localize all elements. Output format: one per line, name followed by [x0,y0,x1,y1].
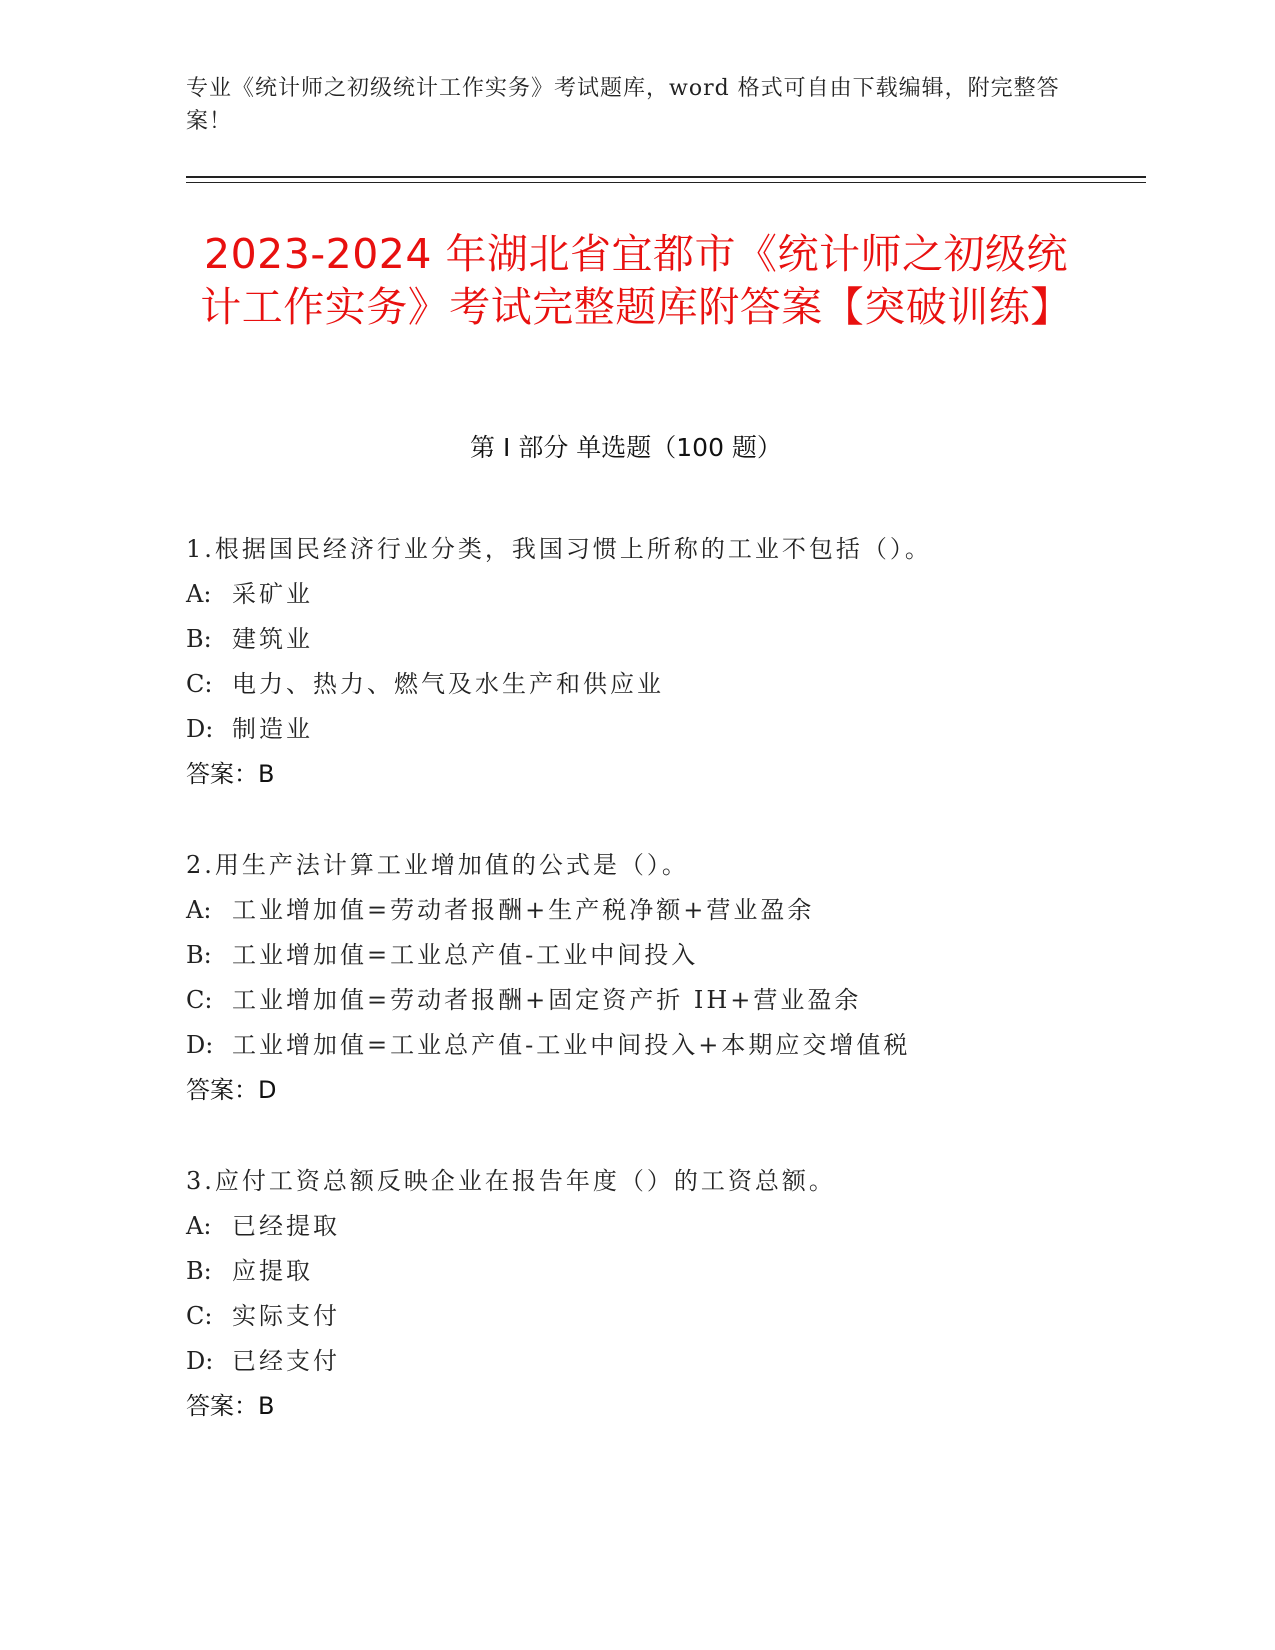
option-key: A: [186,896,212,924]
option-text: 工业增加值=工业总产值-工业中间投入 [232,941,699,969]
option-key: D: [186,1031,214,1059]
option-text: 建筑业 [232,625,313,653]
header-divider-thin [186,182,1146,183]
option-key: B: [186,625,212,653]
header-divider-thick [186,176,1146,178]
option-c [186,978,1146,1023]
option-text: 已经支付 [232,1347,340,1375]
header-note: 专业《统计师之初级统计工作实务》考试题库，word 格式可自由下载编辑，附完整答案！ [186,76,1060,134]
option-key: C: [186,986,213,1014]
question-3 [186,1159,1146,1429]
question-2 [186,843,1146,1113]
option-d [186,1023,1146,1068]
option-text: 制造业 [232,715,313,743]
option-text: 工业增加值=劳动者报酬+生产税净额+营业盈余 [232,896,815,924]
option-text: 采矿业 [232,580,313,608]
option-a [186,1204,1146,1249]
option-b [186,617,1146,662]
option-text: 应提取 [232,1257,313,1285]
option-key: B: [186,1257,212,1285]
option-text: 电力、热力、燃气及水生产和供应业 [232,670,664,698]
question-1 [186,527,1146,797]
option-b [186,1249,1146,1294]
question-stem: 2.用生产法计算工业增加值的公式是（）。 [186,851,689,879]
answer: 答案：B [186,1392,275,1420]
question-list [186,527,1146,1475]
option-key: C: [186,670,213,698]
question-stem: 3.应付工资总额反映企业在报告年度（）的工资总额。 [186,1167,836,1195]
option-key: D: [186,715,214,743]
option-key: C: [186,1302,213,1330]
option-key: A: [186,1212,212,1240]
option-b [186,933,1146,978]
option-key: D: [186,1347,214,1375]
option-a [186,888,1146,933]
option-key: A: [186,580,212,608]
document-title: 2023-2024 年湖北省宜都市《统计师之初级统计工作实务》考试完整题库附答案【突破训练】 [200,230,1072,331]
option-a [186,572,1146,617]
option-key: B: [186,941,212,969]
section-title: 第 I 部分 单选题（100 题） [470,433,782,462]
option-text: 实际支付 [232,1302,340,1330]
answer: 答案：B [186,760,275,788]
question-stem: 1.根据国民经济行业分类，我国习惯上所称的工业不包括（）。 [186,535,932,563]
option-c [186,662,1146,707]
option-d [186,707,1146,752]
option-d [186,1339,1146,1384]
option-text: 已经提取 [232,1212,340,1240]
answer: 答案：D [186,1076,277,1104]
option-c [186,1294,1146,1339]
option-text: 工业增加值=劳动者报酬+固定资产折 IH+营业盈余 [232,986,862,1014]
option-text: 工业增加值=工业总产值-工业中间投入+本期应交增值税 [232,1031,911,1059]
